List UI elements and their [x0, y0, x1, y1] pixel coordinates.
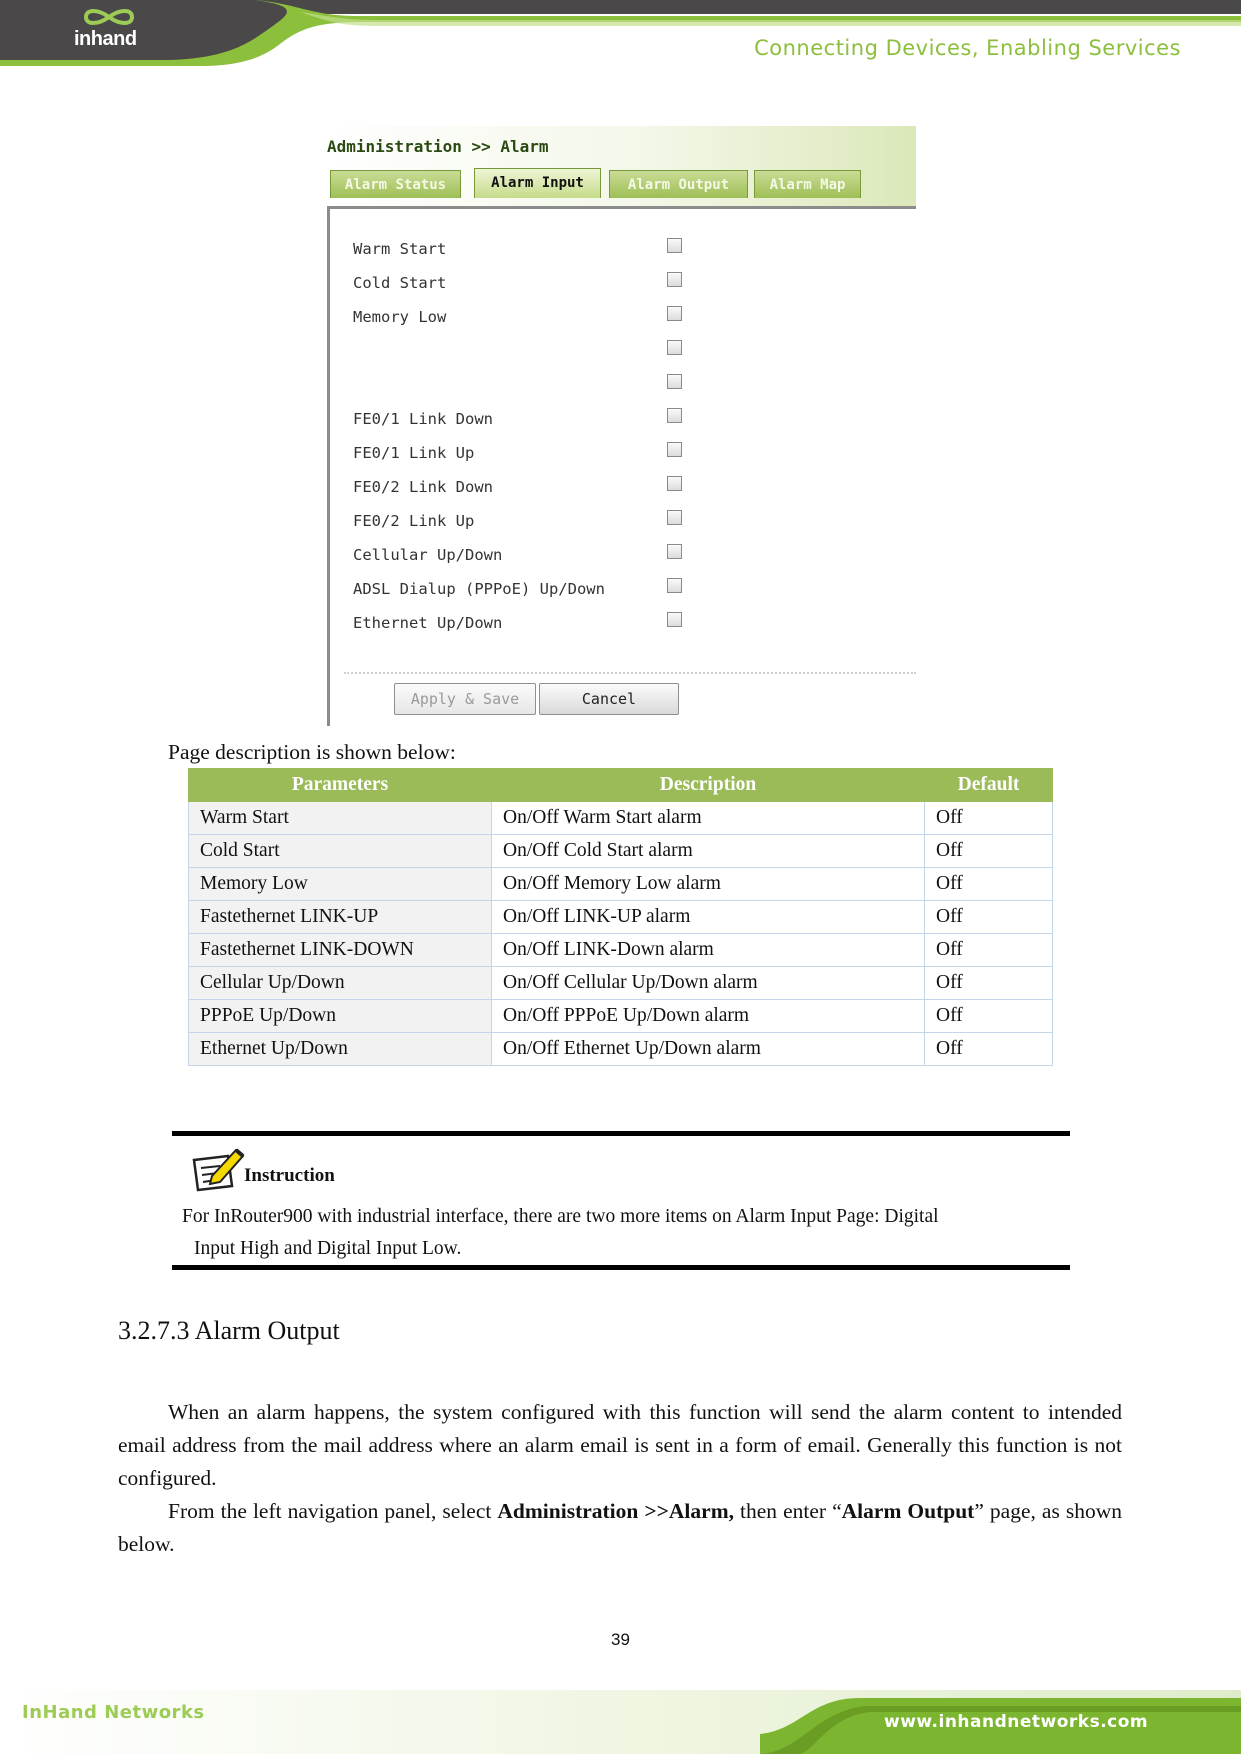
- table-row: [189, 901, 1053, 934]
- cell-description: On/Off PPPoE Up/Down alarm: [492, 1000, 925, 1033]
- screenshot-title: Administration >> Alarm: [327, 137, 549, 156]
- alarm-label-memory-low: Memory Low: [353, 308, 447, 326]
- pencil-note-icon: [190, 1146, 246, 1192]
- instruction-top-rule: [172, 1131, 1070, 1136]
- inhand-logo: [72, 4, 146, 56]
- cell-parameter: Cellular Up/Down: [189, 967, 492, 1000]
- cell-parameter: Memory Low: [189, 868, 492, 901]
- alarm-input-screenshot: [324, 126, 916, 726]
- cancel-button[interactable]: Cancel: [539, 683, 679, 715]
- cell-description: On/Off Cellular Up/Down alarm: [492, 967, 925, 1000]
- checkbox-cellular[interactable]: [667, 544, 682, 559]
- instruction-bottom-rule: [172, 1265, 1070, 1270]
- cell-default: Off: [925, 1033, 1053, 1066]
- checkbox-blank-1[interactable]: [667, 340, 682, 355]
- tab-alarm-map[interactable]: Alarm Map: [754, 170, 861, 198]
- tab-alarm-output[interactable]: Alarm Output: [609, 170, 748, 198]
- checkbox-memory-low[interactable]: [667, 306, 682, 321]
- instruction-text-line1: For InRouter900 with industrial interface, there are two more items on Alarm Input Page: Digital: [182, 1206, 939, 1227]
- para2-bold-page-name: Alarm Output: [841, 1499, 975, 1523]
- cell-parameter: Fastethernet LINK-UP: [189, 901, 492, 934]
- cell-parameter: Ethernet Up/Down: [189, 1033, 492, 1066]
- checkbox-cold-start[interactable]: [667, 272, 682, 287]
- cell-description: On/Off Warm Start alarm: [492, 802, 925, 835]
- page-description-intro: Page description is shown below:: [168, 740, 456, 764]
- cell-description: On/Off Cold Start alarm: [492, 835, 925, 868]
- alarm-label-fe01-link-down: FE0/1 Link Down: [353, 410, 493, 428]
- alarm-label-adsl-dialup: ADSL Dialup (PPPoE) Up/Down: [353, 580, 605, 598]
- alarm-label-fe02-link-up: FE0/2 Link Up: [353, 512, 475, 530]
- tab-alarm-input[interactable]: Alarm Input: [474, 168, 601, 198]
- checkbox-warm-start[interactable]: [667, 238, 682, 253]
- cell-description: On/Off Memory Low alarm: [492, 868, 925, 901]
- cell-parameter: Cold Start: [189, 835, 492, 868]
- para2-prefix: From the left navigation panel, select: [168, 1499, 498, 1523]
- apply-save-button[interactable]: Apply & Save: [394, 683, 536, 715]
- alarm-output-paragraph-1: When an alarm happens, the system configured with this function will send the alarm content to intended email address from the mail address where an alarm email is sent in a form of email. Generally this function is not configured.: [118, 1400, 1122, 1490]
- para2-mid: then enter “: [734, 1499, 842, 1523]
- alarm-label-cellular: Cellular Up/Down: [353, 546, 503, 564]
- cell-description: On/Off Ethernet Up/Down alarm: [492, 1033, 925, 1066]
- alarm-label-fe02-link-down: FE0/2 Link Down: [353, 478, 493, 496]
- table-row: [189, 967, 1053, 1000]
- footer-website[interactable]: www.inhandnetworks.com: [884, 1712, 1149, 1732]
- table-row: [189, 868, 1053, 901]
- alarm-label-cold-start: Cold Start: [353, 274, 447, 292]
- footer-company-name: InHand Networks: [22, 1702, 205, 1723]
- logo-text: inhand: [74, 28, 137, 50]
- table-row: [189, 1033, 1053, 1066]
- cell-parameter: PPPoE Up/Down: [189, 1000, 492, 1033]
- table-row: [189, 802, 1053, 835]
- header-default: Default: [925, 769, 1053, 802]
- cell-default: Off: [925, 1000, 1053, 1033]
- checkbox-ethernet[interactable]: [667, 612, 682, 627]
- alarm-label-fe01-link-up: FE0/1 Link Up: [353, 444, 475, 462]
- tab-alarm-status[interactable]: Alarm Status: [330, 170, 461, 198]
- cell-description: On/Off LINK-UP alarm: [492, 901, 925, 934]
- page-header: [0, 0, 1241, 70]
- alarm-label-warm-start: Warm Start: [353, 240, 447, 258]
- dotted-separator: [344, 672, 916, 674]
- cell-description: On/Off LINK-Down alarm: [492, 934, 925, 967]
- instruction-text-line2: Input High and Digital Input Low.: [194, 1238, 462, 1259]
- checkbox-fe01-link-down[interactable]: [667, 408, 682, 423]
- parameters-table: [188, 768, 1053, 1066]
- header-parameters: Parameters: [189, 769, 492, 802]
- para2-bold-nav-path: Administration >>Alarm,: [497, 1499, 734, 1523]
- cell-default: Off: [925, 967, 1053, 1000]
- logo-mark-icon: [72, 4, 146, 30]
- cell-parameter: Warm Start: [189, 802, 492, 835]
- content-border: [327, 206, 330, 726]
- table-row: [189, 1000, 1053, 1033]
- checkbox-adsl-dialup[interactable]: [667, 578, 682, 593]
- page-number: 39: [611, 1630, 630, 1649]
- cell-parameter: Fastethernet LINK-DOWN: [189, 934, 492, 967]
- section-heading: 3.2.7.3 Alarm Output: [118, 1316, 340, 1345]
- alarm-output-paragraph-2: [118, 1495, 1122, 1561]
- checkbox-fe02-link-up[interactable]: [667, 510, 682, 525]
- para2-suffix: ” page, as shown below.: [118, 1499, 1123, 1556]
- table-header-row: [189, 769, 1053, 802]
- cell-default: Off: [925, 802, 1053, 835]
- cell-default: Off: [925, 835, 1053, 868]
- checkbox-blank-2[interactable]: [667, 374, 682, 389]
- checkbox-fe02-link-down[interactable]: [667, 476, 682, 491]
- table-row: [189, 934, 1053, 967]
- instruction-heading: Instruction: [244, 1165, 335, 1186]
- header-description: Description: [492, 769, 925, 802]
- cell-default: Off: [925, 934, 1053, 967]
- cell-default: Off: [925, 868, 1053, 901]
- header-tagline: Connecting Devices, Enabling Services: [754, 36, 1181, 60]
- alarm-label-ethernet: Ethernet Up/Down: [353, 614, 503, 632]
- cell-default: Off: [925, 901, 1053, 934]
- checkbox-fe01-link-up[interactable]: [667, 442, 682, 457]
- table-row: [189, 835, 1053, 868]
- tab-divider: [327, 206, 916, 209]
